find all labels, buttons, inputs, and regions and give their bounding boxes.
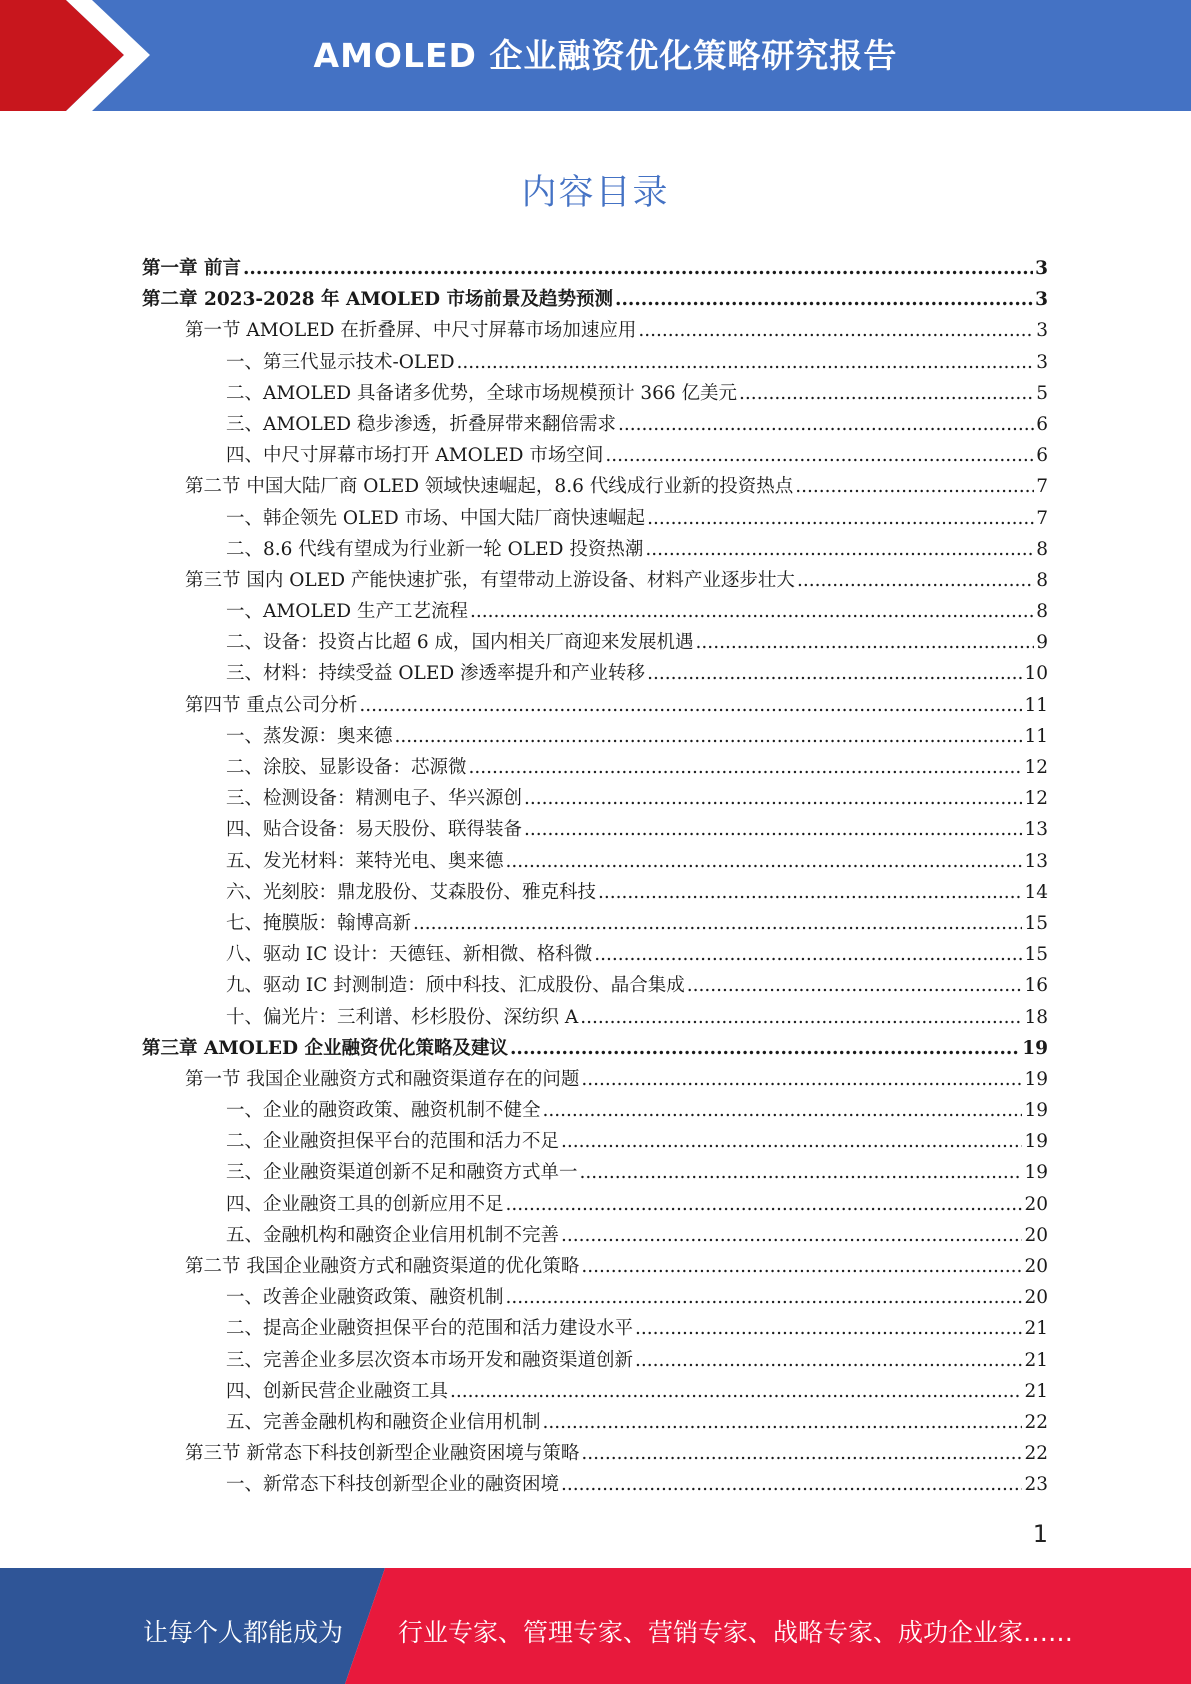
- toc-entry[interactable]: [142, 1065, 1048, 1096]
- toc-entry-title: 第二节 中国大陆厂商 OLED 领域快速崛起，8.6 代线成行业新的投资热点: [185, 476, 794, 498]
- toc-dot-leader: [696, 632, 1035, 653]
- toc-entry-title: 第一节 AMOLED 在折叠屏、中尺寸屏幕市场加速应用: [185, 320, 637, 342]
- toc-entry-page: 19: [1024, 1100, 1048, 1122]
- toc-entry-title: 一、AMOLED 生产工艺流程: [226, 601, 468, 623]
- toc-dot-leader: [615, 289, 1033, 310]
- toc-entry-title: 一、蒸发源：奥来德: [226, 725, 393, 747]
- toc-entry-page: 12: [1024, 788, 1048, 810]
- toc-entry-page: 20: [1024, 1287, 1048, 1309]
- toc-entry[interactable]: [142, 441, 1048, 472]
- toc-entry-page: 10: [1024, 663, 1048, 685]
- toc-entry-title: 六、光刻胶：鼎龙股份、艾森股份、雅克科技: [226, 881, 597, 903]
- report-title: AMOLED 企业融资优化策略研究报告: [313, 36, 898, 75]
- toc-entry-page: 6: [1036, 445, 1048, 467]
- toc-entry-page: 5: [1036, 382, 1048, 404]
- toc-entry-title: 三、AMOLED 稳步渗透，折叠屏带来翻倍需求: [226, 413, 616, 435]
- toc-dot-leader: [635, 1318, 1022, 1339]
- toc-dot-leader: [243, 258, 1033, 279]
- toc-dot-leader: [395, 726, 1023, 747]
- toc-entry[interactable]: [142, 504, 1048, 535]
- toc-entry[interactable]: [142, 1034, 1048, 1065]
- toc-entry[interactable]: [142, 1252, 1048, 1283]
- toc-dot-leader: [506, 1287, 1023, 1308]
- toc-entry[interactable]: [142, 1408, 1048, 1439]
- toc-entry-title: 四、创新民营企业融资工具: [226, 1380, 449, 1402]
- toc-entry-title: 四、企业融资工具的创新应用不足: [226, 1193, 504, 1215]
- toc-dot-leader: [561, 1131, 1022, 1152]
- toc-entry-page: 22: [1024, 1411, 1048, 1433]
- toc-dot-leader: [359, 695, 1022, 716]
- toc-entry[interactable]: [142, 1439, 1048, 1470]
- toc-entry-title: 三、检测设备：精测电子、华兴源创: [226, 788, 523, 810]
- toc-entry[interactable]: [142, 285, 1048, 316]
- toc-entry-page: 3: [1035, 289, 1048, 311]
- toc-entry-page: 22: [1024, 1443, 1048, 1465]
- toc-entry-title: 二、涂胶、显影设备：芯源微: [226, 757, 467, 778]
- toc-entry-title: 五、金融机构和融资企业信用机制不完善: [226, 1224, 560, 1246]
- toc-entry-page: 3: [1036, 320, 1048, 342]
- toc-dot-leader: [506, 851, 1023, 872]
- toc-entry[interactable]: [142, 1003, 1048, 1034]
- toc-entry[interactable]: [142, 1314, 1048, 1345]
- toc-entry-title: 九、驱动 IC 封测制造：颀中科技、汇成股份、晶合集成: [226, 975, 685, 997]
- toc-entry-page: 3: [1035, 258, 1048, 279]
- toc-entry-page: 11: [1024, 694, 1048, 716]
- toc-entry-title: 四、贴合设备：易天股份、联得装备: [226, 819, 523, 841]
- toc-dot-leader: [618, 414, 1034, 435]
- toc-dot-leader: [470, 601, 1034, 622]
- toc-entry[interactable]: [142, 1377, 1048, 1408]
- toc-entry[interactable]: [142, 971, 1048, 1002]
- toc-dot-leader: [506, 1194, 1023, 1215]
- toc-dot-leader: [645, 539, 1034, 560]
- toc-entry-title: 一、企业的融资政策、融资机制不健全: [226, 1100, 541, 1122]
- toc-entry[interactable]: [142, 1470, 1048, 1501]
- footer-slogan-right: 行业专家、管理专家、营销专家、战略专家、成功企业家……: [398, 1618, 1074, 1647]
- toc-dot-leader: [510, 1038, 1020, 1059]
- toc-entry-page: 13: [1024, 819, 1048, 841]
- toc-dot-leader: [581, 1443, 1022, 1464]
- toc-entry-page: 14: [1024, 881, 1048, 903]
- toc-dot-leader: [580, 1007, 1022, 1028]
- toc-dot-leader: [605, 445, 1034, 466]
- toc-entry-title: 第四节 重点公司分析: [185, 694, 358, 716]
- toc-entry[interactable]: [142, 1221, 1048, 1252]
- toc-entry-page: 20: [1024, 1256, 1048, 1277]
- toc-entry[interactable]: [142, 316, 1048, 347]
- toc-dot-leader: [594, 944, 1022, 965]
- toc-dot-leader: [524, 788, 1022, 809]
- toc-entry-page: 20: [1024, 1224, 1048, 1246]
- toc-entry-title: 五、发光材料：莱特光电、奥来德: [226, 850, 504, 872]
- toc-dot-leader: [795, 476, 1034, 497]
- toc-entry-page: 9: [1036, 632, 1048, 654]
- toc-entry-title: 第三章 AMOLED 企业融资优化策略及建议: [142, 1037, 508, 1059]
- toc-dot-leader: [581, 1069, 1022, 1090]
- toc-entry[interactable]: [142, 659, 1048, 690]
- toc-entry-page: 15: [1024, 944, 1048, 966]
- toc-entry[interactable]: [142, 348, 1048, 379]
- toc-entry-title: 第二章 2023-2028 年 AMOLED 市场前景及趋势预测: [142, 289, 614, 311]
- toc-entry-page: 21: [1024, 1349, 1048, 1371]
- toc-entry-page: 20: [1024, 1193, 1048, 1215]
- toc-entry-title: 一、韩企领先 OLED 市场、中国大陆厂商快速崛起: [226, 507, 646, 529]
- toc-dot-leader: [598, 882, 1022, 903]
- toc-dot-leader: [561, 1225, 1022, 1246]
- footer-banner: [0, 1568, 1191, 1684]
- toc-entry-title: 二、设备：投资占比超 6 成，国内相关厂商迎来发展机遇: [226, 632, 694, 654]
- toc-entry[interactable]: [142, 472, 1048, 503]
- toc-entry[interactable]: [142, 1158, 1048, 1189]
- toc-dot-leader: [635, 1350, 1022, 1371]
- toc-entry-page: 12: [1024, 757, 1048, 778]
- table-of-contents: [142, 254, 1048, 1502]
- toc-entry-page: 15: [1024, 912, 1048, 934]
- toc-entry[interactable]: [142, 753, 1048, 784]
- toc-entry-title: 一、新常态下科技创新型企业的融资困境: [226, 1474, 560, 1496]
- toc-entry[interactable]: [142, 691, 1048, 722]
- toc-entry[interactable]: [142, 722, 1048, 753]
- toc-entry[interactable]: [142, 1096, 1048, 1127]
- toc-heading: 内容目录: [521, 173, 670, 213]
- footer-slogan-left: 让每个人都能成为: [143, 1618, 344, 1647]
- toc-entry-page: 16: [1024, 975, 1048, 997]
- toc-entry-title: 二、提高企业融资担保平台的范围和活力建设水平: [226, 1318, 634, 1340]
- toc-entry[interactable]: [142, 940, 1048, 971]
- toc-entry-page: 8: [1036, 569, 1048, 591]
- toc-entry[interactable]: [142, 815, 1048, 846]
- toc-entry[interactable]: [142, 1127, 1048, 1158]
- toc-dot-leader: [543, 1412, 1023, 1433]
- toc-entry-page: 18: [1024, 1006, 1048, 1028]
- toc-dot-leader: [580, 1162, 1023, 1183]
- toc-entry[interactable]: [142, 628, 1048, 659]
- toc-entry[interactable]: [142, 1346, 1048, 1377]
- toc-entry-page: 7: [1036, 476, 1048, 498]
- toc-entry[interactable]: [142, 566, 1048, 597]
- toc-dot-leader: [739, 383, 1034, 404]
- toc-entry-page: 6: [1036, 413, 1048, 435]
- toc-entry[interactable]: [142, 410, 1048, 441]
- toc-entry-page: 19: [1022, 1037, 1048, 1059]
- toc-entry-title: 一、第三代显示技术-OLED: [226, 351, 455, 373]
- toc-entry-page: 21: [1024, 1380, 1048, 1402]
- toc-entry-title: 五、完善金融机构和融资企业信用机制: [226, 1411, 541, 1433]
- toc-dot-leader: [543, 1100, 1023, 1121]
- toc-entry[interactable]: [142, 784, 1048, 815]
- toc-entry[interactable]: [142, 847, 1048, 878]
- toc-entry-page: 3: [1036, 351, 1048, 373]
- toc-entry-title: 第一节 我国企业融资方式和融资渠道存在的问题: [185, 1068, 580, 1090]
- toc-entry-title: 三、企业融资渠道创新不足和融资方式单一: [226, 1162, 578, 1184]
- toc-dot-leader: [524, 819, 1022, 840]
- toc-entry-title: 第一章 前言: [142, 258, 241, 279]
- toc-entry-page: 19: [1024, 1068, 1048, 1090]
- page-number: 1: [1032, 1520, 1048, 1548]
- toc-dot-leader: [647, 508, 1034, 529]
- toc-entry-title: 三、完善企业多层次资本市场开发和融资渠道创新: [226, 1349, 634, 1371]
- toc-entry-page: 19: [1024, 1131, 1048, 1153]
- toc-entry-title: 七、掩膜版：翰博高新: [226, 912, 412, 934]
- toc-dot-leader: [469, 757, 1023, 778]
- toc-dot-leader: [561, 1474, 1022, 1495]
- toc-entry-title: 二、AMOLED 具备诸多优势，全球市场规模预计 366 亿美元: [226, 382, 738, 404]
- header-banner: [0, 0, 1191, 111]
- toc-dot-leader: [457, 352, 1035, 373]
- toc-dot-leader: [647, 663, 1022, 684]
- toc-dot-leader: [581, 1256, 1022, 1277]
- toc-entry-title: 一、改善企业融资政策、融资机制: [226, 1287, 504, 1309]
- toc-dot-leader: [450, 1381, 1022, 1402]
- toc-entry[interactable]: [142, 254, 1048, 285]
- toc-entry-title: 三、材料：持续受益 OLED 渗透率提升和产业转移: [226, 663, 646, 685]
- toc-entry-page: 21: [1024, 1318, 1048, 1340]
- toc-entry-page: 19: [1024, 1162, 1048, 1184]
- toc-entry-title: 二、企业融资担保平台的范围和活力不足: [226, 1131, 560, 1153]
- toc-entry[interactable]: [142, 909, 1048, 940]
- toc-entry-title: 第三节 新常态下科技创新型企业融资困境与策略: [185, 1443, 580, 1465]
- toc-entry[interactable]: [142, 597, 1048, 628]
- toc-entry[interactable]: [142, 1283, 1048, 1314]
- toc-entry-title: 十、偏光片：三利谱、杉杉股份、深纺织 A: [226, 1006, 579, 1028]
- toc-entry-page: 8: [1036, 538, 1048, 560]
- toc-entry-page: 11: [1024, 725, 1048, 747]
- toc-entry-title: 二、8.6 代线有望成为行业新一轮 OLED 投资热潮: [226, 538, 644, 560]
- toc-entry[interactable]: [142, 878, 1048, 909]
- toc-entry-page: 8: [1036, 601, 1048, 623]
- toc-dot-leader: [797, 570, 1034, 591]
- toc-entry-page: 13: [1024, 850, 1048, 872]
- toc-entry-page: 7: [1036, 507, 1048, 529]
- toc-entry-title: 第三节 国内 OLED 产能快速扩张，有望带动上游设备、材料产业逐步壮大: [185, 569, 795, 591]
- toc-entry[interactable]: [142, 379, 1048, 410]
- toc-entry[interactable]: [142, 1190, 1048, 1221]
- toc-dot-leader: [638, 320, 1034, 341]
- toc-entry-title: 第二节 我国企业融资方式和融资渠道的优化策略: [185, 1256, 580, 1277]
- toc-entry-page: 23: [1024, 1474, 1048, 1496]
- toc-dot-leader: [413, 913, 1022, 934]
- toc-entry-title: 四、中尺寸屏幕市场打开 AMOLED 市场空间: [226, 445, 604, 467]
- toc-dot-leader: [687, 975, 1023, 996]
- toc-entry[interactable]: [142, 535, 1048, 566]
- toc-entry-title: 八、驱动 IC 设计：天德钰、新相微、格科微: [226, 944, 593, 966]
